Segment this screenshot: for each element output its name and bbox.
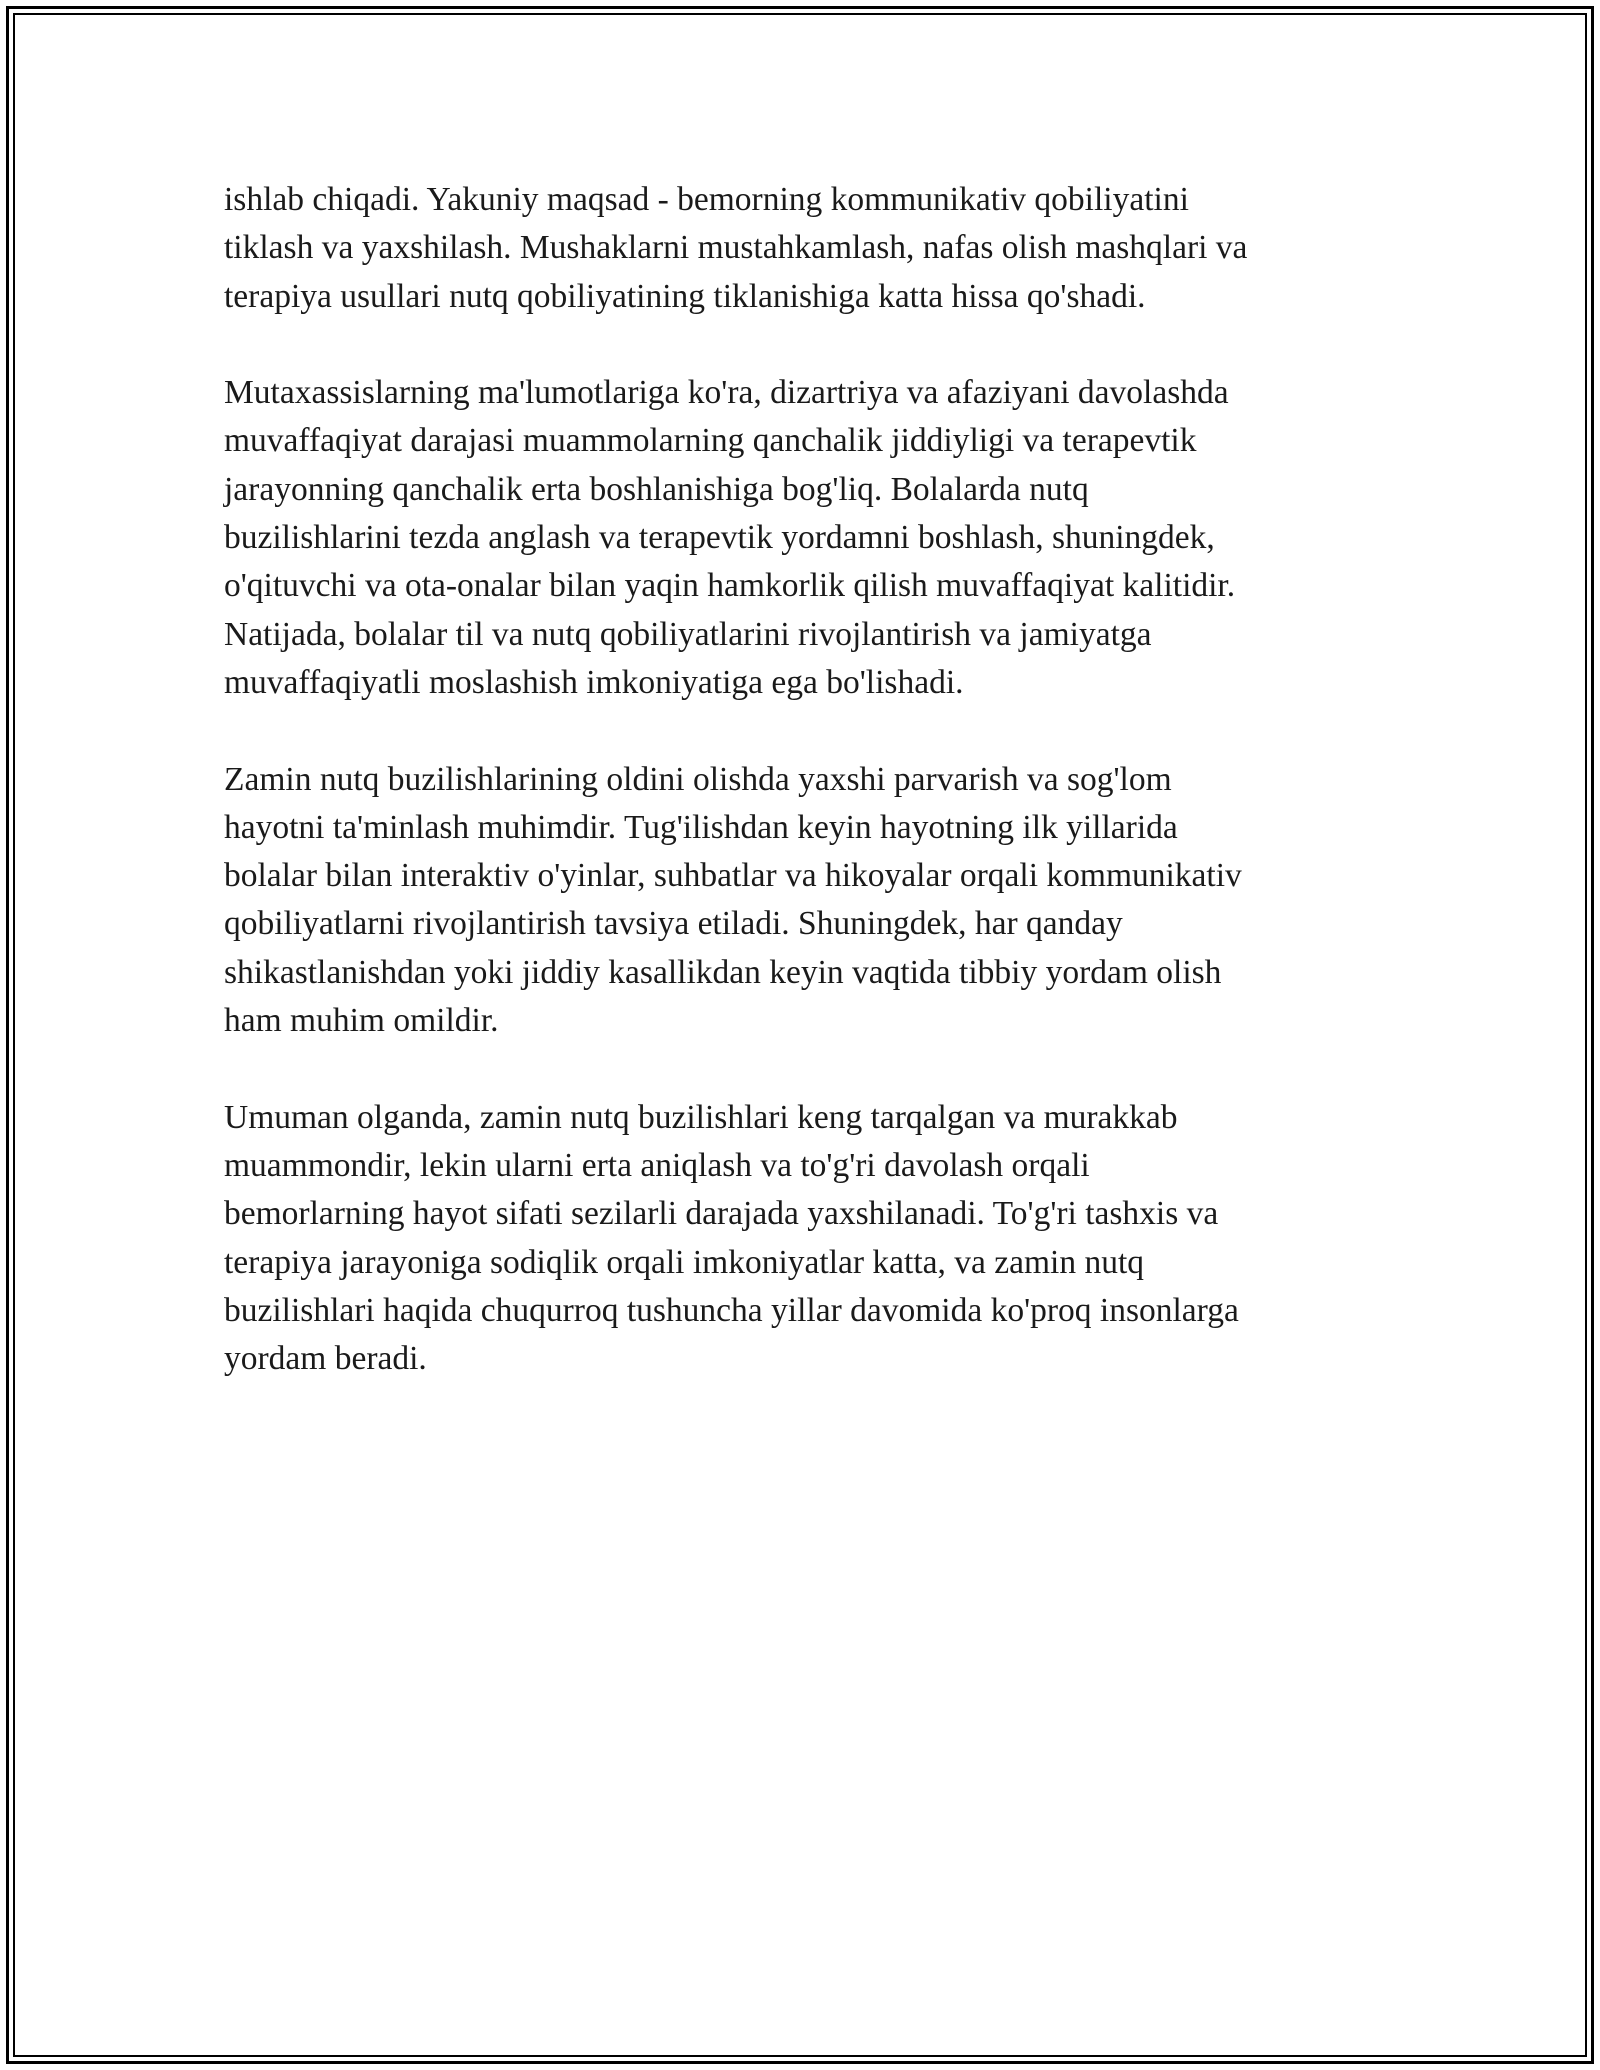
text-line: o'qituvchi va ota-onalar bilan yaqin hamkorlik qilish muvaffaqiyat kalitidir. [224, 567, 1236, 605]
text-line: terapiya jarayoniga sodiqlik orqali imkoniyatlar katta, va zamin nutq [224, 1243, 1145, 1281]
text-line: ishlab chiqadi. Yakuniy maqsad - bemorning kommunikativ qobiliyatini [224, 181, 1189, 218]
text-line: muvaffaqiyatli moslashish imkoniyatiga ega bo'lishadi. [224, 663, 964, 701]
text-line: Mutaxassislarning ma'lumotlariga ko'ra, dizartriya va afaziyani davolashda [224, 374, 1229, 412]
text-line: Umuman olganda, zamin nutq buzilishlari keng tarqalgan va murakkab [224, 1098, 1178, 1136]
text-line: bolalar bilan interaktiv o'yinlar, suhbatlar va hikoyalar orqali kommunikativ [224, 857, 1242, 895]
text-line: terapiya usullari nutq qobiliyatining tiklanishiga katta hissa qo'shadi. [224, 277, 1146, 315]
paragraph-4 [224, 1094, 1364, 1384]
text-line: Natijada, bolalar til va nutq qobiliyatlarini rivojlantirish va jamiyatga [224, 615, 1152, 653]
text-line: muammondir, lekin ularni erta aniqlash va to'g'ri davolash orqali [224, 1146, 1090, 1184]
text-line: jarayonning qanchalik erta boshlanishiga bog'liq. Bolalarda nutq [224, 470, 1089, 508]
text-line: shikastlanishdan yoki jiddiy kasallikdan keyin vaqtida tibbiy yordam olish [224, 953, 1222, 991]
text-line: buzilishlari haqida chuqurroq tushuncha yillar davomida ko'proq insonlarga [224, 1291, 1239, 1329]
text-line: tiklash va yaxshilash. Mushaklarni mustahkamlash, nafas olish mashqlari va [224, 229, 1248, 267]
paragraph-3 [224, 756, 1364, 1046]
text-line: hayotni ta'minlash muhimdir. Tug'ilishdan keyin hayotning ilk yillarida [224, 808, 1178, 846]
paragraph-1 [224, 176, 1364, 321]
text-line: qobiliyatlarni rivojlantirish tavsiya etiladi. Shuningdek, har qanday [224, 905, 1123, 943]
text-line: buzilishlarini tezda anglash va terapevtik yordamni boshlash, shuningdek, [224, 519, 1215, 557]
paragraph-2 [224, 369, 1364, 707]
document-body [224, 176, 1364, 1432]
text-line: Zamin nutq buzilishlarining oldini olishda yaxshi parvarish va sog'lom [224, 760, 1172, 798]
text-line: yordam beradi. [224, 1340, 427, 1378]
text-line: muvaffaqiyat darajasi muammolarning qanchalik jiddiyligi va terapevtik [224, 422, 1197, 460]
text-line: ham muhim omildir. [224, 1002, 499, 1040]
text-line: bemorlarning hayot sifati sezilarli darajada yaxshilanadi. To'g'ri tashxis va [224, 1195, 1219, 1233]
